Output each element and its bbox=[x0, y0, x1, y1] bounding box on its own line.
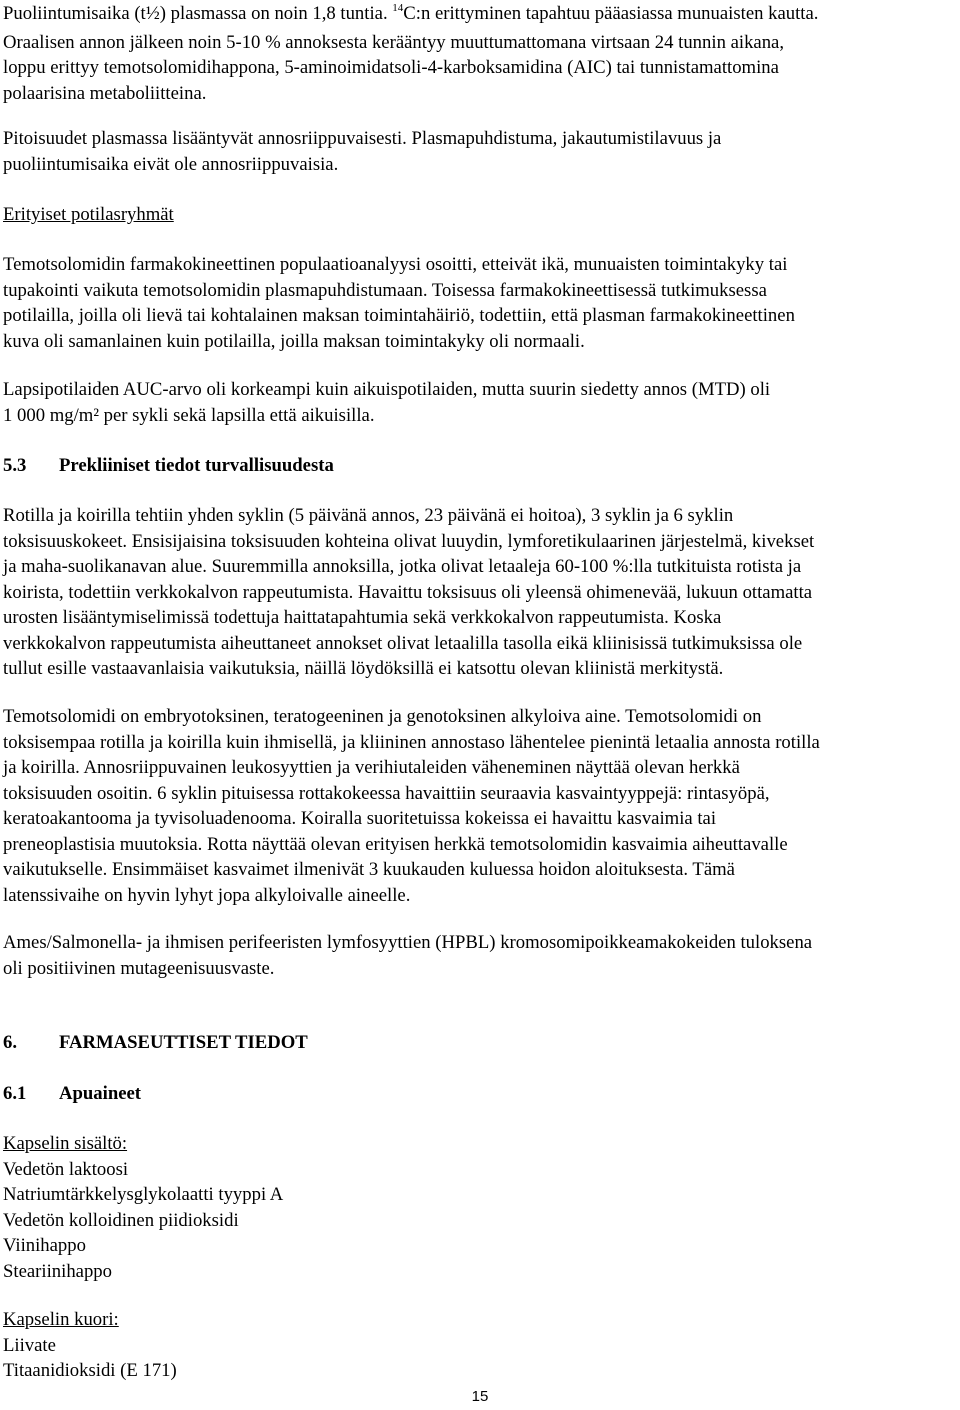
text-line: kuva oli samanlainen kuin potilailla, joilla maksan toimintakyky oli normaali. bbox=[3, 330, 585, 352]
text-line: ja maha-suolikanavan alue. Suuremmilla annoksilla, jotka olivat letaaleja 60-100 %:lla tutkituista rotista ja bbox=[3, 556, 802, 577]
list-item: Natriumtärkkelysglykolaatti tyyppi A bbox=[3, 1184, 284, 1205]
text-line: Rotilla ja koirilla tehtiin yhden syklin (5 päivänä annos, 23 päivänä ei hoitoa), 3 syklin ja 6 syklin bbox=[3, 505, 734, 526]
text-line: toksisuuden osoitin. 6 syklin pituisessa rottakokeessa havaittiin seuraavia kasvaintyyppejä: rintasyöpä, bbox=[3, 782, 770, 804]
section-number: 6.1 bbox=[3, 1083, 27, 1104]
text-line: Temotsolomidin farmakokineettinen populaatioanalyysi osoitti, etteivät ikä, munuaisten toimintakyky tai bbox=[3, 254, 788, 275]
special-groups-heading: Erityiset potilasryhmät bbox=[3, 204, 174, 225]
text-line: loppu erittyy temotsolomidihappona, 5-aminoimidatsoli-4-karboksamidina (AIC) tai tunnistamattomina bbox=[3, 57, 779, 78]
text-line: verkkokalvon rappeutumista aiheuttaneet annokset olivat letaalilla tasolla eikä kliinisissä tutkimuksissa ole bbox=[3, 632, 803, 654]
section-6-heading bbox=[3, 1030, 308, 1056]
preclinical-paragraph-1 bbox=[3, 503, 814, 682]
list-item: Vedetön laktoosi bbox=[3, 1158, 129, 1180]
list-item: Titaanidioksidi (E 171) bbox=[3, 1360, 177, 1381]
text-line: keratoakantooma ja tyvisoluadenooma. Koiralla suoritetuissa kokeissa ei havaittu kasvaimia tai bbox=[3, 808, 717, 829]
text-line: potilailla, joilla oli lievä tai kohtalainen maksan toimintahäiriö, todettiin, että plasman farmakokineettinen bbox=[3, 305, 795, 326]
list-item: Steariinihappo bbox=[3, 1260, 112, 1282]
dose-proportionality-paragraph bbox=[3, 126, 721, 177]
list-item: Vedetön kolloidinen piidioksidi bbox=[3, 1209, 239, 1231]
text-line: 1 000 mg/m² per sykli sekä lapsilla että aikuisilla. bbox=[3, 404, 375, 426]
text-line: Oraalisen annon jälkeen noin 5-10 % annoksesta kerääntyy muuttumattomana virtsaan 24 tunnin aikana, bbox=[3, 31, 785, 53]
text-line: ja koirilla. Annosriippuvainen leukosyyttien ja verihiutaleiden väheneminen näyttää olevan herkkä bbox=[3, 757, 740, 778]
text-line: tupakointi vaikuta temotsolomidin plasmapuhdistumaan. Toisessa farmakokineettisessä tutkimuksessa bbox=[3, 279, 767, 301]
section-number: 6. bbox=[3, 1032, 18, 1053]
text-line: puoliintumisaika eivät ole annosriippuvaisia. bbox=[3, 153, 339, 175]
text-line: Pitoisuudet plasmassa lisääntyvät annosriippuvaisesti. Plasmapuhdistuma, jakautumistilavuus ja bbox=[3, 128, 722, 149]
section-number: 5.3 bbox=[3, 455, 27, 476]
text-line: latenssivaihe on hyvin lyhyt jopa alkyloivalle aineelle. bbox=[3, 884, 411, 906]
capsule-content-heading: Kapselin sisältö: bbox=[3, 1133, 128, 1154]
page-number: 15 bbox=[471, 1388, 489, 1405]
text-line: oli positiivinen mutageenisuusvaste. bbox=[3, 957, 275, 979]
list-item: Viinihappo bbox=[3, 1235, 86, 1256]
section-5-3-heading bbox=[3, 453, 334, 479]
special-groups-paragraph bbox=[3, 252, 795, 354]
list-item: Liivate bbox=[3, 1334, 56, 1356]
text-line: toksisempaa rotilla ja koirilla kuin ihmisellä, ja kliininen annostaso lähentelee pienintä letaalia annosta rotilla bbox=[3, 731, 820, 753]
section-title: Prekliiniset tiedot turvallisuudesta bbox=[59, 455, 334, 476]
section-title: FARMASEUTTISET TIEDOT bbox=[59, 1032, 308, 1053]
text-line: vaikutukselle. Ensimmäiset kasvaimet ilmenivät 3 kuukauden kuluessa hoidon aloituksesta. Tämä bbox=[3, 859, 735, 880]
capsule-shell-heading: Kapselin kuori: bbox=[3, 1309, 119, 1330]
text-line: urosten lisääntymiselimissä todettuja haittatapahtumia sekä verkkokalvon rappeutumista. Koska bbox=[3, 607, 722, 628]
text-line: Puoliintumisaika (t½) plasmassa on noin 1,8 tuntia. $^{14}$C:n erittyminen tapahtuu pääasiassa munuaisten kautta. bbox=[3, 2, 819, 24]
text-line: Ames/Salmonella- ja ihmisen perifeeristen lymfosyyttien (HPBL) kromosomipoikkeamakokeiden tuloksena bbox=[3, 932, 813, 953]
text-line: Temotsolomidi on embryotoksinen, teratogeeninen ja genotoksinen alkyloiva aine. Temotsolomidi on bbox=[3, 706, 762, 727]
elimination-paragraph bbox=[3, 1, 818, 106]
text-line: tullut esille vastaavanlaisia vaikutuksia, näillä löydöksillä ei katsottu olevan kliinistä merkitystä. bbox=[3, 658, 724, 679]
capsule-content-list bbox=[3, 1131, 283, 1284]
pediatric-paragraph bbox=[3, 377, 770, 428]
preclinical-paragraph-2 bbox=[3, 704, 820, 908]
text-line: preneoplastisia muutoksia. Rotta näyttää olevan erityisen herkkä temotsolomidin kasvaimia aiheuttavalle bbox=[3, 833, 788, 855]
preclinical-paragraph-3 bbox=[3, 930, 812, 981]
text-line: koirista, todettiin verkkokalvon rappeutumista. Havaittu toksisuus oli yleensä ohimenevää, lukuun ottamatta bbox=[3, 581, 813, 603]
section-title: Apuaineet bbox=[59, 1083, 142, 1104]
superscript-14: 14 bbox=[392, 2, 404, 14]
section-6-1-heading bbox=[3, 1081, 141, 1107]
text-line: toksisuuskokeet. Ensisijaisina toksisuuden kohteina olivat luuydin, lymforetikulaarinen järjestelmä, kivekset bbox=[3, 530, 815, 552]
capsule-shell-list bbox=[3, 1307, 177, 1384]
text-line: polaarisina metaboliitteina. bbox=[3, 82, 207, 104]
text-line: Lapsipotilaiden AUC-arvo oli korkeampi kuin aikuispotilaiden, mutta suurin siedetty annos (MTD) oli bbox=[3, 379, 771, 400]
